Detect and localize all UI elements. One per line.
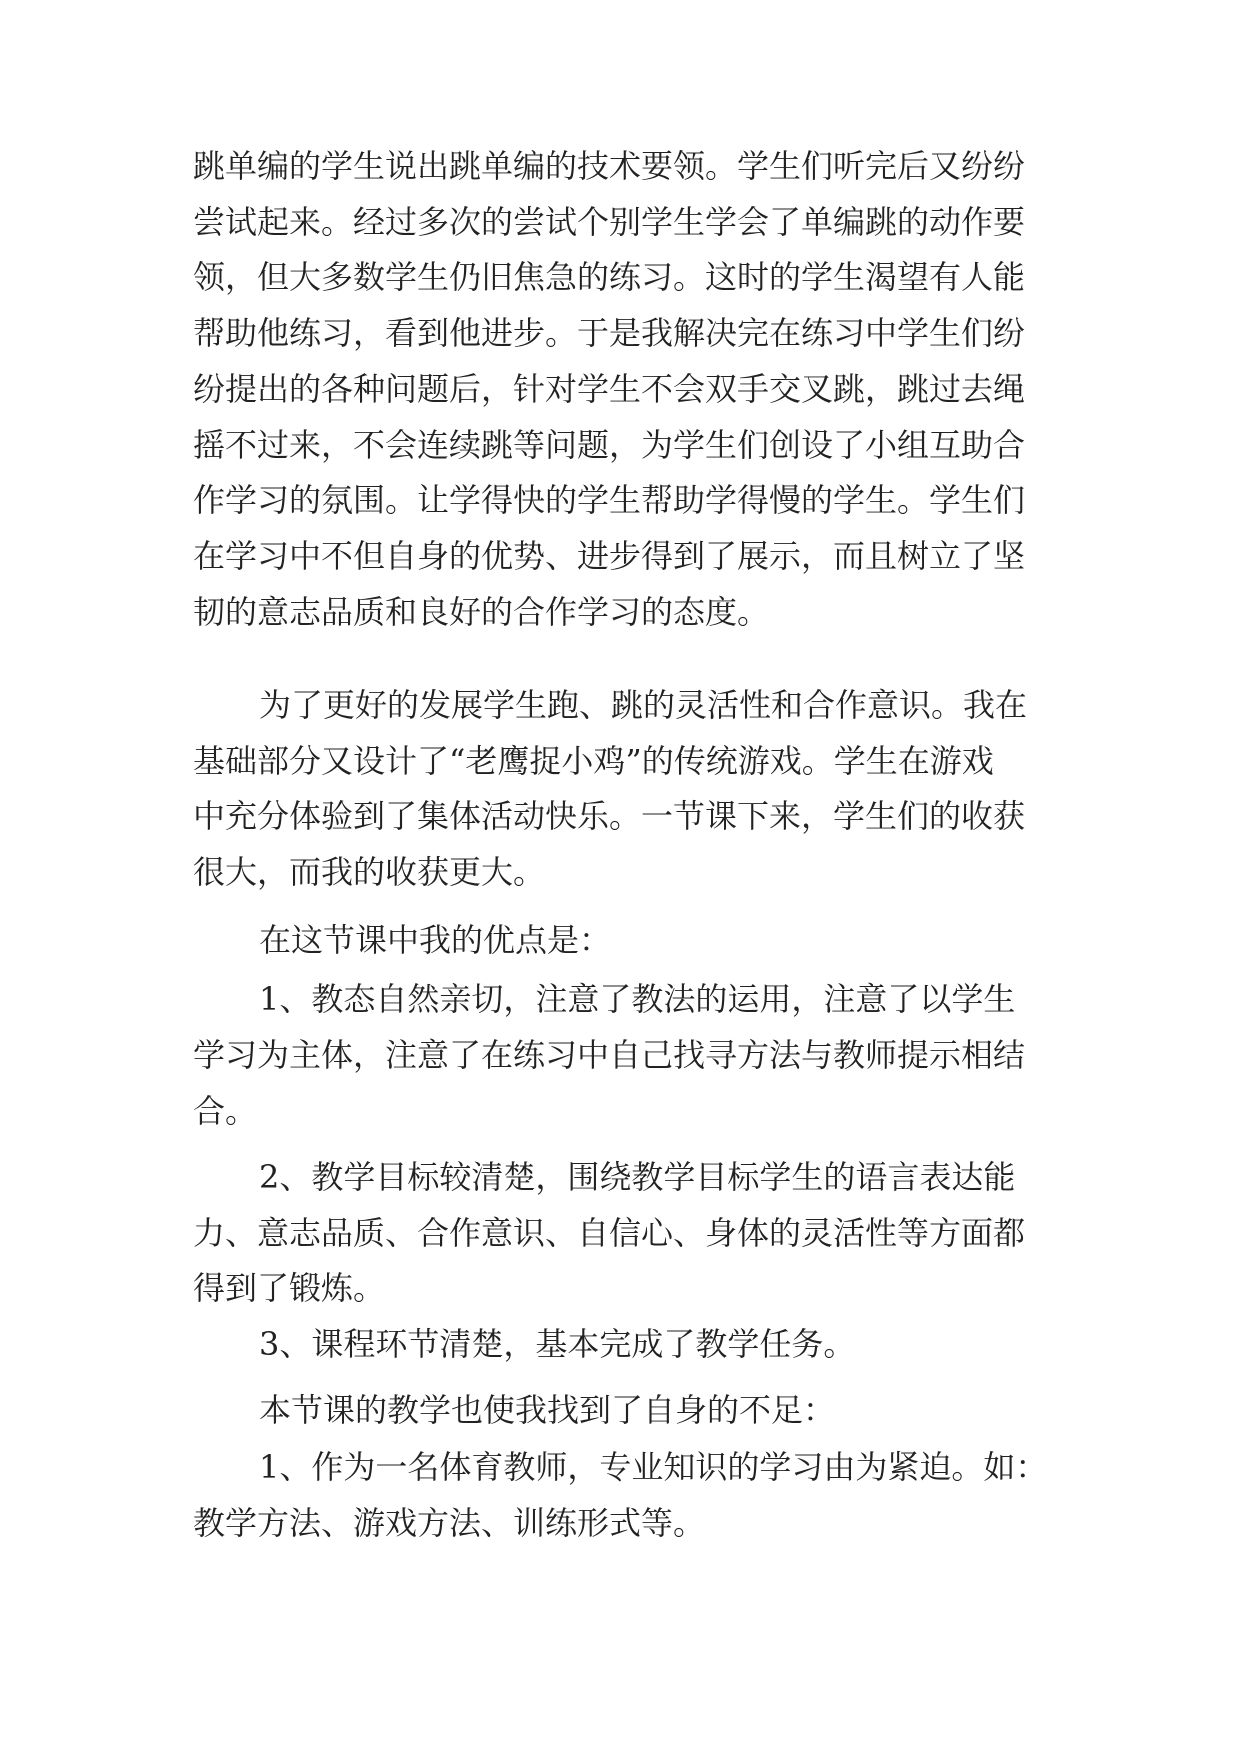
text-line: 2、教学目标较清楚，围绕教学目标学生的语言表达能 [259,1158,1016,1196]
text-line: 摇不过来，不会连续跳等问题，为学生们创设了小组互助合 [193,426,1026,464]
text-line: 在这节课中我的优点是： [259,921,612,959]
text-line: 中充分体验到了集体活动快乐。一节课下来，学生们的收获 [193,797,1026,835]
text-line: 3、课程环节清楚，基本完成了教学任务。 [259,1325,856,1363]
text-line: 作学习的氛围。让学得快的学生帮助学得慢的学生。学生们 [193,481,1026,519]
text-line: 尝试起来。经过多次的尝试个别学生学会了单编跳的动作要 [193,203,1026,241]
text-line: 合。 [193,1092,258,1130]
text-line: 帮助他练习，看到他进步。于是我解决完在练习中学生们纷 [193,314,1026,352]
text-line: 基础部分又设计了“老鹰捉小鸡”的传统游戏。学生在游戏 [193,742,994,780]
text-line: 1、教态自然亲切，注意了教法的运用，注意了以学生 [259,980,1016,1018]
text-line: 本节课的教学也使我找到了自身的不足： [259,1391,836,1429]
text-line: 1、作为一名体育教师，专业知识的学习由为紧迫。如： [259,1448,1048,1486]
text-line: 得到了锻炼。 [193,1269,386,1307]
text-line: 领，但大多数学生仍旧焦急的练习。这时的学生渴望有人能 [193,258,1026,296]
text-line: 在学习中不但自身的优势、进步得到了展示，而且树立了坚 [193,537,1026,575]
text-line: 力、意志品质、合作意识、自信心、身体的灵活性等方面都 [193,1214,1026,1252]
text-line: 跳单编的学生说出跳单编的技术要领。学生们听完后又纷纷 [193,147,1026,185]
text-line: 为了更好的发展学生跑、跳的灵活性和合作意识。我在 [259,686,1028,724]
text-line: 学习为主体，注意了在练习中自己找寻方法与教师提示相结 [193,1036,1026,1074]
text-line: 韧的意志品质和良好的合作学习的态度。 [193,593,770,631]
text-line: 教学方法、游戏方法、训练形式等。 [193,1504,706,1542]
text-line: 纷提出的各种问题后，针对学生不会双手交叉跳，跳过去绳 [193,370,1026,408]
text-line: 很大，而我的收获更大。 [193,853,546,891]
